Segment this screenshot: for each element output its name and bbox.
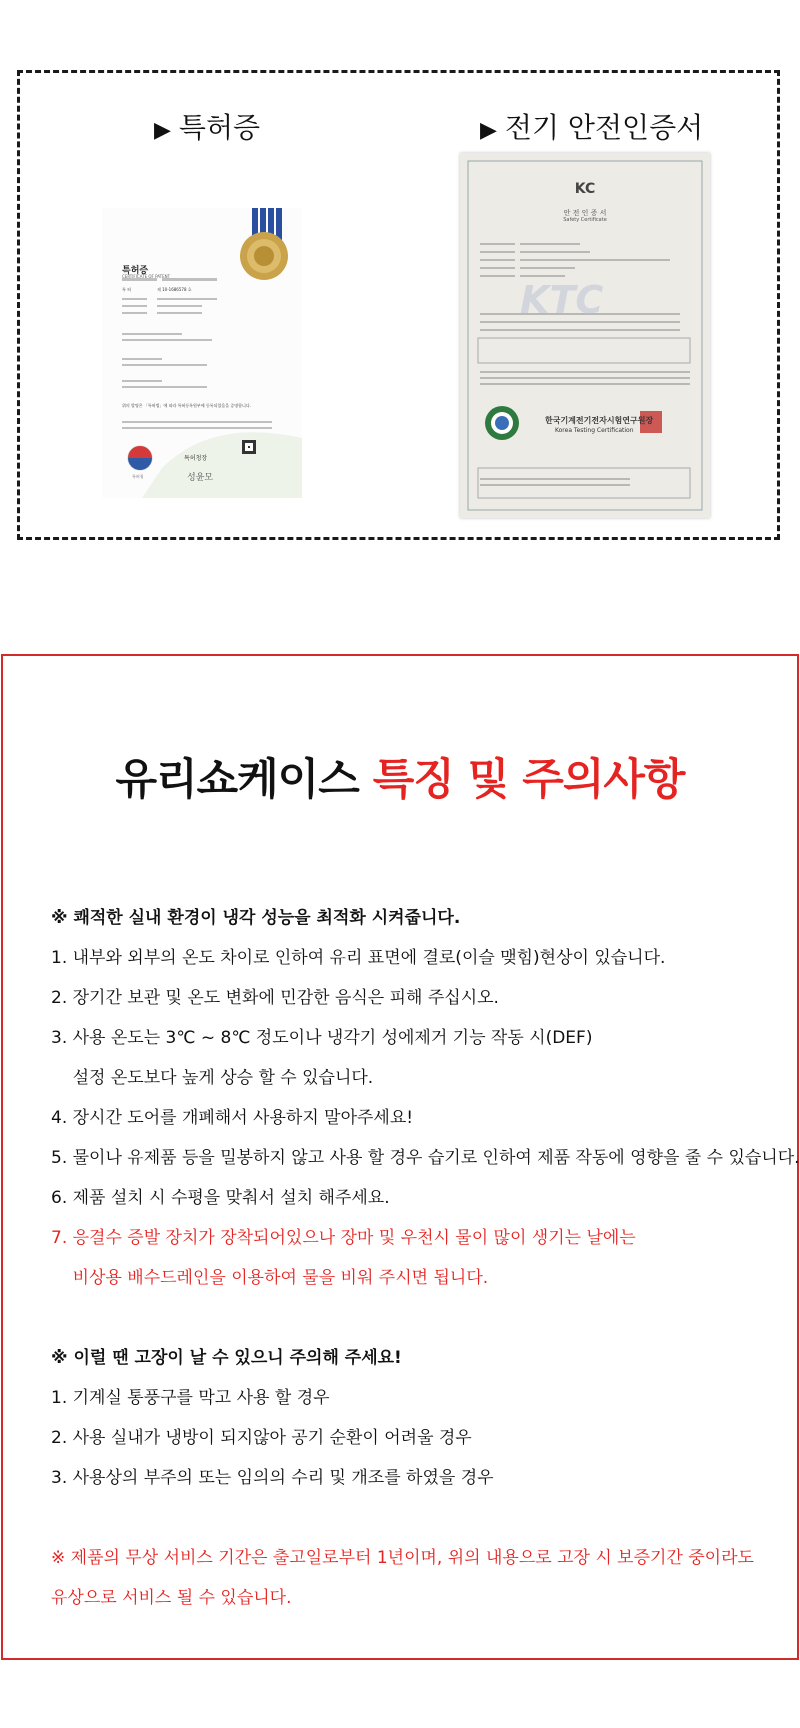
section1-item: 설정 온도보다 높게 상승 할 수 있습니다. [51,1068,374,1088]
notice-box [1,654,799,1660]
patent-doc-title: 특허증 [122,266,149,276]
section1-red-item: 비상용 배수드레인을 이용하여 물을 비워 주시면 됩니다. [51,1268,489,1288]
section1-red-item: 7. 응결수 증발 장치가 장착되어있으나 장마 및 우천시 물이 많이 생기는 날에는 [51,1228,636,1248]
section1-item: 3. 사용 온도는 3℃ ~ 8℃ 정도이나 냉각기 성에제거 기능 작동 시(DEF) [51,1028,593,1048]
section1-item: 6. 제품 설치 시 수평을 맞춰서 설치 해주세요. [51,1188,390,1208]
safety-doc-org-en: Korea Testing Certification [555,427,634,434]
ktc-watermark: KTC [520,278,604,322]
patent-doc-number-label: 특 허 [122,287,131,292]
safety-title [480,106,703,146]
safety-certificate-image [460,153,710,518]
notice-heading [3,746,797,807]
notice-heading-black: 유리쇼케이스 [115,755,359,805]
patent-doc-subtitle: CERTIFICATE OF PATENT [122,274,171,279]
section1-item: 5. 물이나 유제품 등을 밀봉하지 않고 사용 할 경우 습기로 인하여 제품 작동에 영향을 줄 수 있습니다. [51,1148,800,1168]
patent-doc-statement: 위의 발명은 「특허법」에 따라 특허등록원부에 등록되었음을 증명합니다. [122,403,251,408]
patent-title [154,106,260,146]
patent-doc-signature: 성윤모 [187,473,214,483]
safety-doc-org-ko: 한국기계전기전자시험연구원장 [545,416,654,425]
kc-mark-icon: KC [574,181,596,197]
certificates-box [17,70,780,540]
patent-label: 특허증 [178,111,261,144]
patent-doc-office: 특허청장 [184,455,208,462]
section1-title: ※ 쾌적한 실내 환경이 냉각 성능을 최적화 시켜줍니다. [51,908,461,928]
safety-doc-title: 안 전 인 증 서 [563,209,607,217]
section2-item: 1. 기계실 통풍구를 막고 사용 할 경우 [51,1388,330,1408]
notice-heading-red: 특징 및 주의사항 [372,755,685,805]
section2-item: 3. 사용상의 부주의 또는 임의의 수리 및 개조를 하였을 경우 [51,1468,494,1488]
warranty-line: 유상으로 서비스 될 수 있습니다. [51,1588,292,1608]
warranty-line: ※ 제품의 무상 서비스 기간은 출고일로부터 1년이며, 위의 내용으로 고장 시 보증기간 중이라도 [51,1548,754,1568]
section2-item: 2. 사용 실내가 냉방이 되지않아 공기 순환이 어려울 경우 [51,1428,472,1448]
play-arrow-icon: ▶ [154,118,171,143]
section1-item: 4. 장시간 도어를 개폐해서 사용하지 말아주세요! [51,1108,414,1128]
section1-item: 1. 내부와 외부의 온도 차이로 인하여 유리 표면에 결로(이슬 맺힘)현상이 있습니다. [51,948,666,968]
section1-item: 2. 장기간 보관 및 온도 변화에 민감한 음식은 피해 주십시오. [51,988,499,1008]
safety-doc-subtitle: Safety Certificate [563,217,607,223]
section2-title: ※ 이럴 땐 고장이 날 수 있으니 주의해 주세요! [51,1348,402,1368]
safety-label: 전기 안전인증서 [504,111,704,144]
play-arrow-icon: ▶ [480,118,497,143]
patent-doc-logo-text: 특허청 [132,474,144,479]
patent-certificate-image [102,208,302,498]
patent-doc-number: 제 10-1686578 호 [157,287,192,292]
